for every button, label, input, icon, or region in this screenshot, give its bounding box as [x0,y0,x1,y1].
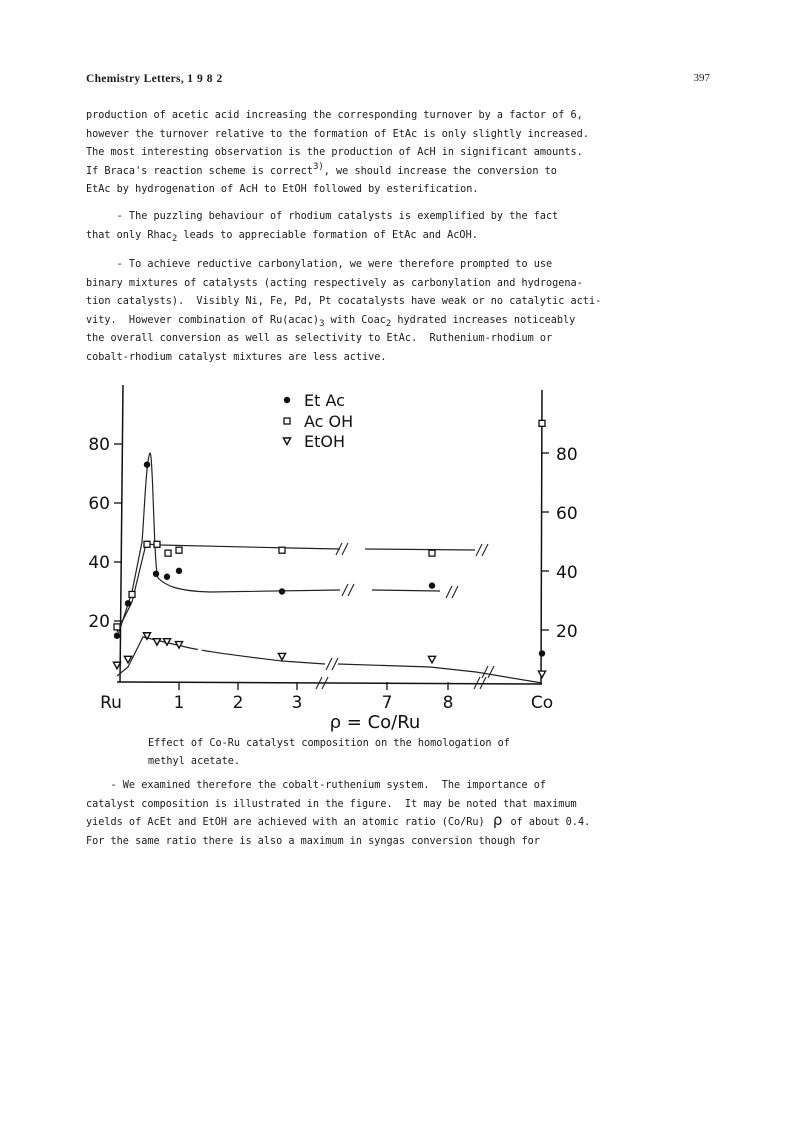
reference-marker: 3) [312,161,324,172]
etac-curve-break [452,586,458,598]
etac-data-point [539,650,545,656]
etac-fit-curve-right [372,590,440,591]
text-line: vity. However combination of $Ru(acac)_3$ with Coac$_2$ hydrated increases noticeably [86,314,576,329]
page-header [86,73,710,89]
acoh-data-point [176,547,182,553]
acoh-data-point [279,547,285,553]
etac-curve-break [342,584,348,596]
acoh-curve-break [342,543,348,555]
etoh-fit-curve [117,637,325,676]
x-axis-tick-label: 7 [381,693,393,713]
etac-curve-break [446,586,452,598]
etac-data-point [429,582,435,588]
acoh-data-point [539,420,545,426]
text-line: If Braca's reaction scheme is correct$^{3)}$, we should increase the conversion to [86,161,557,177]
legend-label: Et Ac [304,391,345,410]
acoh-fit-curve [117,544,340,632]
text-line: tion catalysts). Visibly Ni, Fe, Pd, Pt cocatalysts have weak or no catalytic acti- [86,296,602,308]
figure-chart [80,380,580,733]
x-axis-label: ρ = Co/Ru [329,712,421,733]
x-axis-line [117,682,542,684]
text-line: For the same ratio there is also a maximum in syngas conversion though for [86,835,540,847]
legend-label: EtOH [304,432,346,451]
right-axis-tick-label: 60 [556,504,578,524]
caption-line: Effect of Co-Ru catalyst composition on the homologation of [148,738,510,749]
etac-data-point [153,571,159,577]
caption-line: methyl acetate. [148,756,241,768]
paragraph-2 [86,208,646,245]
etoh-curve-break [488,666,494,678]
text-line: binary mixtures of catalysts (acting respectively as carbonylation and hydrogena- [86,277,583,289]
text-line: the overall conversion as well as selectivity to EtAc. Ruthenium-rhodium or [86,333,553,345]
text-line: - We examined therefore the cobalt-ruthenium system. The importance of [86,780,547,791]
x-axis-tick-label: 2 [232,693,244,713]
right-axis-tick-label: 80 [556,445,578,465]
etoh-data-point [428,656,435,663]
page-number: 397 [693,72,710,84]
acoh-data-point [165,550,171,556]
etac-data-point [279,588,285,594]
acoh-data-point [129,591,135,597]
left-axis-tick-label: 80 [88,435,110,455]
acoh-data-point [114,624,120,630]
x-axis-tick-label: 1 [173,693,185,713]
text-line: - To achieve reductive carbonylation, we were therefore prompted to use [86,259,553,270]
paragraph-4 [86,777,646,851]
acoh-curve-break [482,544,488,556]
etoh-curve-break [332,658,338,670]
x-axis-tick-label: 8 [442,693,454,713]
etac-data-point [176,568,182,574]
etoh-data-point [163,639,170,646]
acoh-data-point [144,541,150,547]
etoh-data-point [175,642,182,649]
right-axis-tick-label: 40 [556,563,578,583]
etoh-curve-break [326,658,332,670]
etac-data-point [144,461,150,467]
journal-name: Chemistry Letters, 1982 [86,73,227,85]
text-line: - The puzzling behaviour of rhodium catalysts is exemplified by the fact [86,211,559,222]
left-axis-tick-label: 40 [88,553,110,573]
figure-caption [148,735,510,772]
text-line: cobalt-rhodium catalyst mixtures are less active. [86,351,387,363]
etoh-curve-break [482,666,488,678]
etac-data-point [114,633,120,639]
etac-data-point [125,600,131,606]
acoh-fit-curve-right [365,549,475,550]
text-line: EtAc by hydrogenation of AcH to EtOH followed by esterification. [86,184,479,196]
etoh-data-point [153,639,160,646]
etoh-fit-curve-right [338,664,542,683]
x-axis-tick-label: Co [530,693,554,713]
text-line: that only Rhac$_2$ leads to appreciable formation of EtAc and AcOH. [86,229,478,244]
paragraph-1 [86,107,646,200]
x-axis-tick-label: Ru [100,693,122,713]
x-axis-tick-label: 3 [291,693,303,713]
text-line: production of acetic acid increasing the corresponding turnover by a factor of 6, [86,110,583,121]
journal-year: 1982 [187,73,227,85]
acoh-curve-break [476,544,482,556]
left-axis-line [120,385,123,682]
left-axis-tick-label: 60 [88,494,110,514]
etac-data-point [164,574,170,580]
right-axis-line [541,390,542,684]
text-line: catalyst composition is illustrated in the figure. It may be noted that maximum [86,798,577,810]
legend-marker [284,397,290,403]
text-line: The most interesting observation is the production of AcH in significant amounts. [86,147,583,159]
legend-label: Ac OH [304,412,354,431]
acoh-data-point [154,541,160,547]
legend-marker [284,418,290,424]
etoh-data-point [278,653,285,660]
left-axis-tick-label: 20 [88,612,110,632]
text-line: yields of AcEt and EtOH are achieved with an atomic ratio (Co/Ru) ρ of about 0.4. [86,811,591,830]
etac-curve-break [348,584,354,596]
right-axis-tick-label: 20 [556,622,578,642]
paragraph-3 [86,256,646,368]
etoh-data-point [538,671,545,678]
text-line: however the turnover relative to the formation of EtAc is only slightly increased. [86,128,589,140]
acoh-data-point [429,550,435,556]
chart-svg [80,380,580,733]
legend-marker [283,438,290,445]
